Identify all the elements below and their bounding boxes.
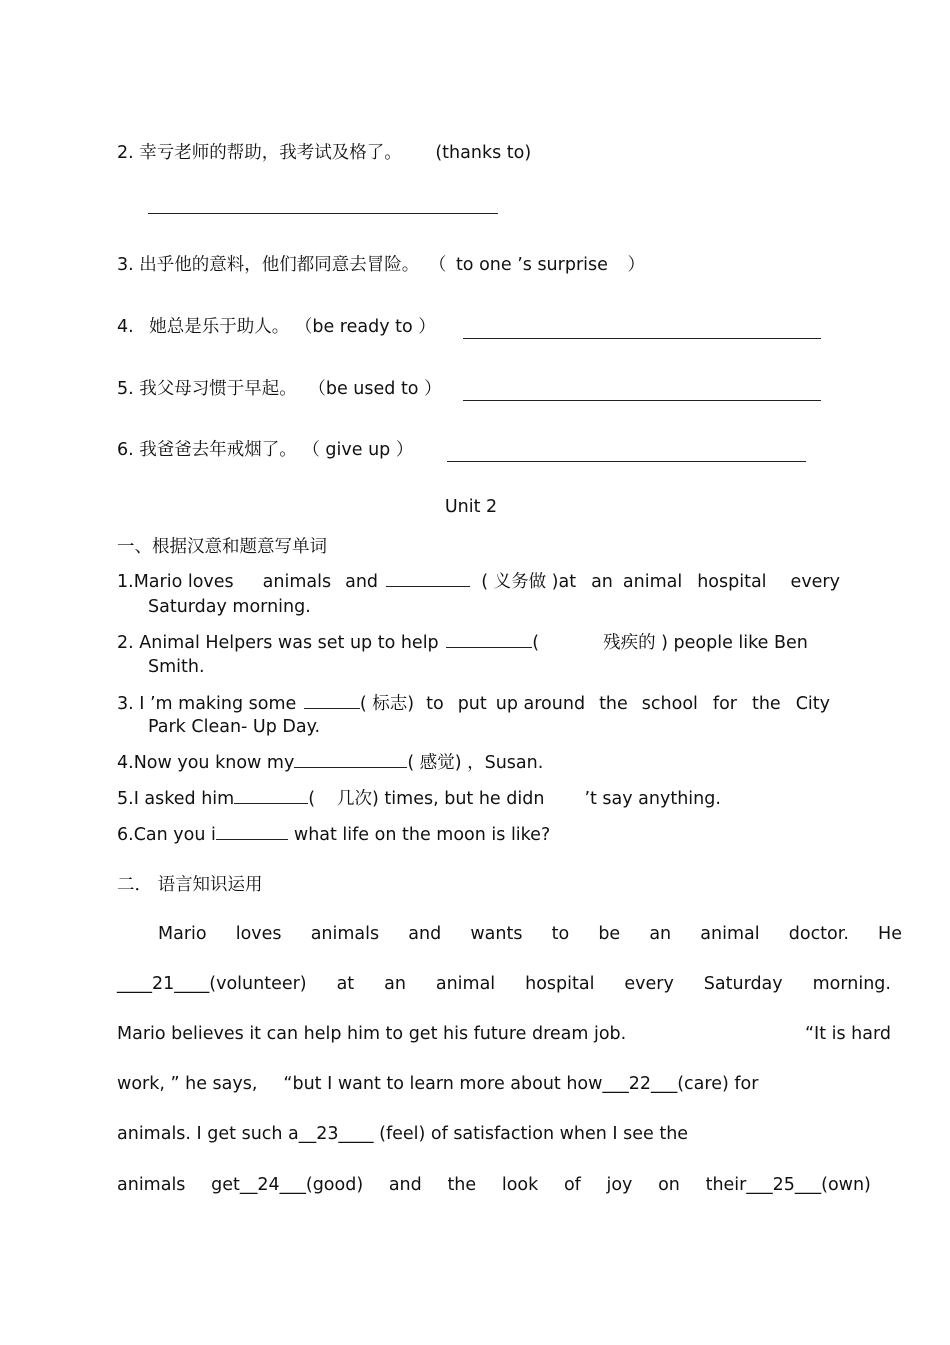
paren-open: （ bbox=[428, 255, 447, 275]
item-number: 6. bbox=[117, 440, 134, 460]
blank-24[interactable]: get__24___(good) bbox=[211, 1175, 364, 1195]
phrase-hint: （be ready to ） bbox=[294, 317, 436, 337]
answer-blank[interactable] bbox=[446, 646, 532, 648]
question-3-line-1 bbox=[117, 694, 830, 715]
word: hospital bbox=[697, 572, 767, 592]
answer-blank[interactable] bbox=[447, 460, 806, 462]
word: at bbox=[336, 974, 355, 994]
chinese-sentence: 出乎他的意料，他们都同意去冒险。 bbox=[139, 255, 420, 275]
word: He bbox=[878, 924, 902, 944]
word: of bbox=[563, 1175, 581, 1195]
chinese-sentence: 幸亏老师的帮助，我考试及格了。 bbox=[139, 143, 402, 163]
text: 6.Can you i bbox=[117, 825, 216, 845]
text: ( 感觉) ，Susan. bbox=[407, 753, 544, 773]
passage-line-3: Mario believes it can help him to get his future dream job. bbox=[117, 1024, 627, 1044]
question-2-line-1 bbox=[117, 633, 808, 654]
passage-line-2 bbox=[117, 974, 891, 995]
chinese-sentence: 我爸爸去年戒烟了。 bbox=[139, 440, 297, 460]
word: be bbox=[598, 924, 621, 944]
word: animals bbox=[117, 1175, 186, 1195]
text: 2. Animal Helpers was set up to help bbox=[117, 633, 439, 653]
phrase-hint: （ give up ） bbox=[302, 440, 414, 460]
word: animal bbox=[435, 974, 496, 994]
text: ’t say anything. bbox=[584, 789, 721, 809]
answer-blank[interactable] bbox=[216, 838, 288, 840]
word: loves bbox=[235, 924, 282, 944]
word: up around bbox=[495, 694, 586, 714]
translation-item-5 bbox=[117, 379, 442, 400]
word: animal bbox=[622, 572, 683, 592]
word: Mario bbox=[158, 924, 207, 944]
word: for bbox=[712, 694, 737, 714]
word: look bbox=[501, 1175, 539, 1195]
word: the bbox=[751, 694, 781, 714]
word: to bbox=[426, 694, 444, 714]
word: and bbox=[408, 924, 442, 944]
unit-title: Unit 2 bbox=[444, 497, 498, 517]
answer-blank[interactable] bbox=[463, 337, 821, 339]
text: 4.Now you know my bbox=[117, 753, 295, 773]
question-6 bbox=[117, 825, 550, 846]
phrase-hint: (thanks to) bbox=[435, 143, 532, 163]
question-1-line-1 bbox=[117, 572, 840, 593]
word: animal bbox=[700, 924, 760, 944]
word: put bbox=[457, 694, 487, 714]
text: work, ” he says, bbox=[117, 1074, 258, 1094]
item-number: 3. bbox=[117, 255, 134, 275]
question-5 bbox=[117, 789, 721, 810]
passage-line-5: animals. I get such a__23____ (feel) of satisfaction when I see the bbox=[117, 1124, 689, 1144]
word: an bbox=[591, 572, 613, 592]
word: animals bbox=[310, 924, 380, 944]
word: the bbox=[447, 1175, 477, 1195]
translation-item-4 bbox=[117, 317, 436, 338]
word: to bbox=[551, 924, 570, 944]
word: an bbox=[384, 974, 406, 994]
word: hospital bbox=[525, 974, 595, 994]
text: 几次) times, but he didn bbox=[337, 789, 545, 809]
text: ( bbox=[532, 633, 540, 653]
word: wants bbox=[470, 924, 523, 944]
blank-22: “but I want to learn more about how___22___(care) for bbox=[283, 1074, 759, 1094]
passage-line-6 bbox=[117, 1175, 871, 1196]
answer-blank[interactable] bbox=[148, 212, 498, 214]
answer-blank[interactable] bbox=[234, 802, 308, 804]
question-3-line-2: Park Clean- Up Day. bbox=[148, 717, 321, 737]
passage-line-1 bbox=[158, 924, 902, 945]
passage-line-3-end: “It is hard bbox=[804, 1024, 891, 1044]
phrase-hint: （be used to ） bbox=[308, 379, 442, 399]
blank-21[interactable]: ____21____(volunteer) bbox=[117, 974, 307, 994]
chinese-sentence: 她总是乐于助人。 bbox=[149, 317, 290, 337]
translation-item-3 bbox=[117, 255, 645, 276]
word: ( 义务做 )at bbox=[481, 572, 577, 592]
answer-blank[interactable] bbox=[294, 766, 407, 768]
section-heading: 一、根据汉意和题意写单词 bbox=[117, 537, 327, 557]
text: what life on the moon is like? bbox=[293, 825, 551, 845]
answer-blank[interactable] bbox=[386, 585, 470, 587]
word: on bbox=[658, 1175, 680, 1195]
word: school bbox=[641, 694, 698, 714]
paren-close: ） bbox=[627, 255, 645, 275]
text: ( bbox=[308, 789, 316, 809]
word: and bbox=[388, 1175, 422, 1195]
word: ( 标志) bbox=[359, 694, 415, 714]
question-4 bbox=[117, 753, 543, 774]
word: 1.Mario loves bbox=[117, 572, 234, 592]
word: doctor. bbox=[788, 924, 849, 944]
text: 5.I asked him bbox=[117, 789, 235, 809]
translation-item-6 bbox=[117, 440, 413, 461]
word: every bbox=[790, 572, 840, 592]
text: 残疾的 ) people like Ben bbox=[603, 633, 808, 653]
word: City bbox=[795, 694, 831, 714]
word: morning. bbox=[812, 974, 891, 994]
section-heading: 二． 语言知识运用 bbox=[117, 875, 263, 895]
translation-item-2 bbox=[117, 143, 531, 164]
answer-blank[interactable] bbox=[463, 399, 821, 401]
word: every bbox=[624, 974, 674, 994]
item-number: 5. bbox=[117, 379, 134, 399]
question-2-line-2: Smith. bbox=[148, 657, 205, 677]
word: joy bbox=[606, 1175, 633, 1195]
word: animals bbox=[262, 572, 332, 592]
text: 3. I ’m making some bbox=[117, 694, 297, 714]
phrase-hint: to one ’s surprise bbox=[455, 255, 608, 275]
answer-blank[interactable] bbox=[304, 707, 360, 709]
question-1-line-2: Saturday morning. bbox=[148, 597, 311, 617]
word: and bbox=[345, 572, 379, 592]
word: an bbox=[649, 924, 672, 944]
word: the bbox=[599, 694, 628, 714]
passage-line-4 bbox=[117, 1074, 758, 1095]
item-number: 2. bbox=[117, 143, 134, 163]
blank-25[interactable]: their___25___(own) bbox=[705, 1175, 871, 1195]
chinese-sentence: 我父母习惯于早起。 bbox=[139, 379, 297, 399]
item-number: 4. bbox=[117, 317, 134, 337]
word: Saturday bbox=[703, 974, 783, 994]
